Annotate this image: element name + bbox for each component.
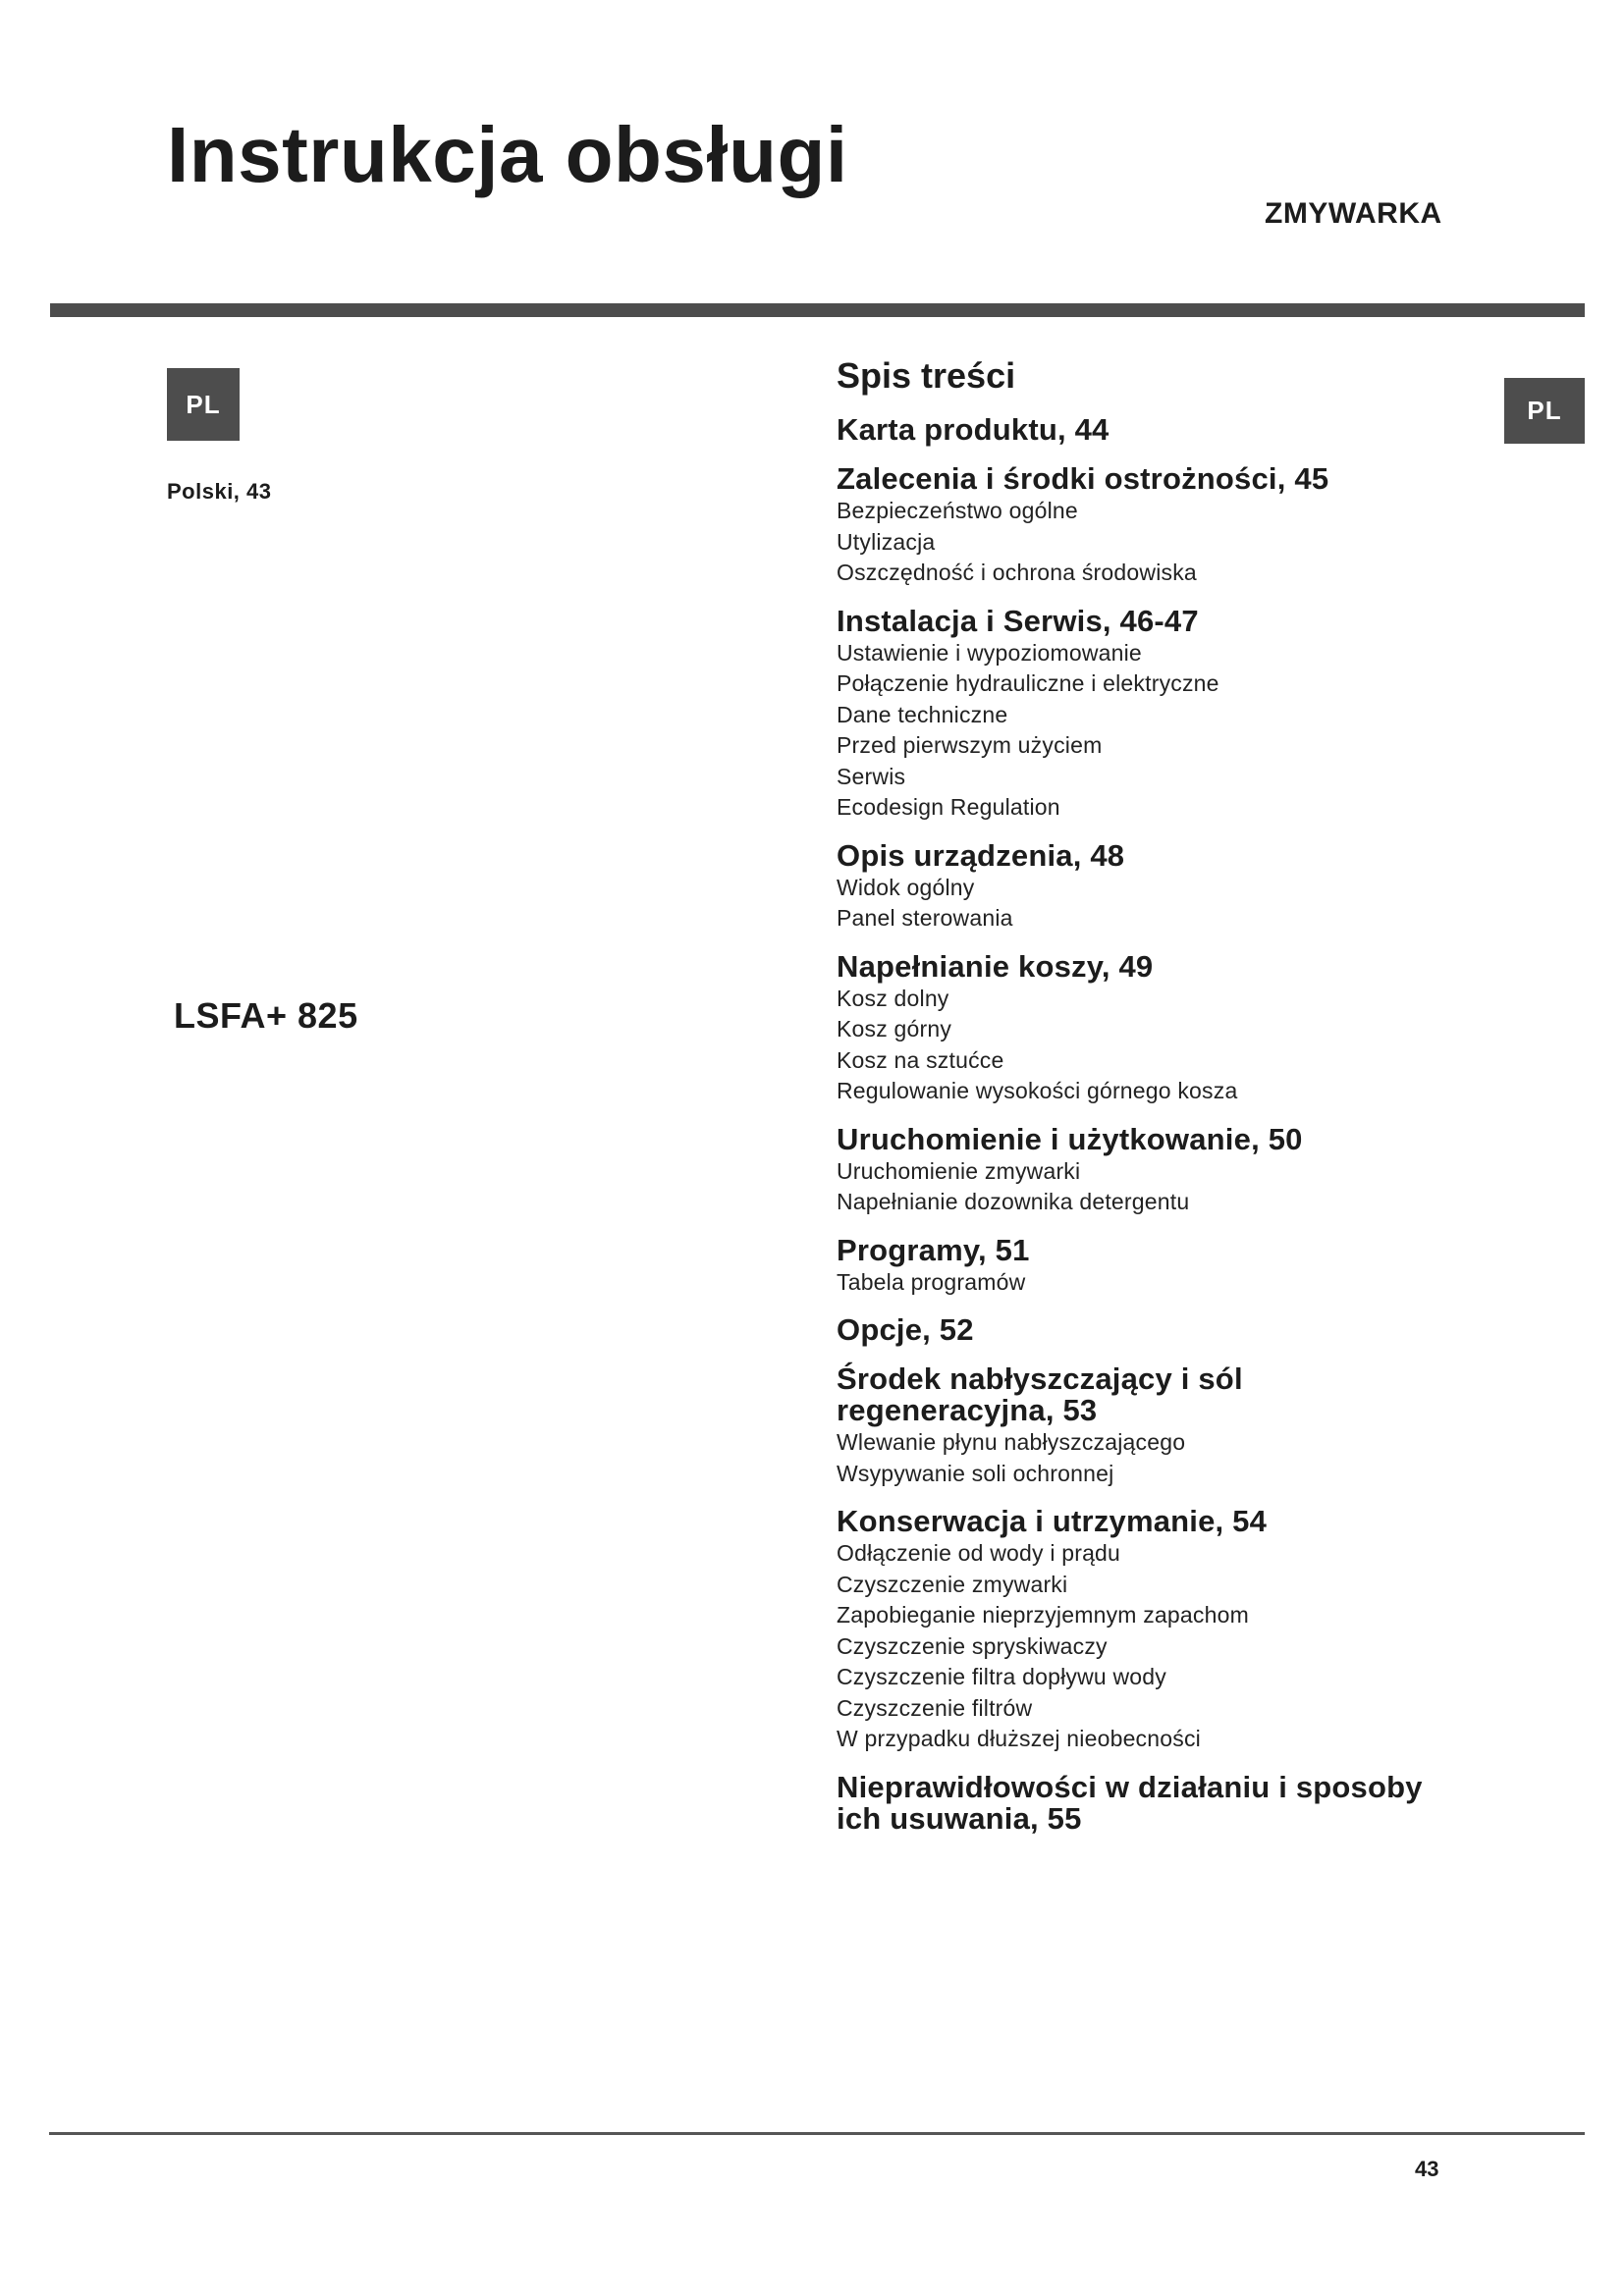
toc-section [837, 1363, 1524, 1489]
toc-subitem[interactable]: Oszczędność i ochrona środowiska [837, 560, 1197, 585]
toc-section-heading[interactable]: Zalecenia i środki ostrożności, 45 [837, 461, 1329, 496]
toc-subitem[interactable]: Kosz górny [837, 1016, 952, 1041]
language-badge-right: PL [1504, 378, 1585, 444]
toc-subitem[interactable]: Napełnianie dozownika detergentu [837, 1189, 1190, 1214]
toc-subitem-list [837, 1267, 1524, 1299]
toc-subitem-list [837, 496, 1524, 589]
toc-section-heading[interactable]: Programy, 51 [837, 1232, 1030, 1267]
toc-section [837, 1314, 1524, 1347]
toc-subitem-list [837, 1427, 1524, 1489]
language-badge-left: PL [167, 368, 240, 441]
toc-subitem[interactable]: Kosz na sztućce [837, 1046, 1004, 1073]
toc-subitem[interactable]: Ustawienie i wypoziomowanie [837, 639, 1142, 666]
toc-subitem-list [837, 638, 1524, 824]
footer-divider [49, 2132, 1585, 2135]
toc-subitem[interactable]: Serwis [837, 763, 906, 789]
page-number: 43 [1415, 2157, 1439, 2181]
toc-subitem-list [837, 984, 1524, 1107]
toc-subitem[interactable]: Ecodesign Regulation [837, 794, 1060, 820]
toc-subitem[interactable]: Panel sterowania [837, 905, 1013, 931]
toc-section-heading[interactable]: Karta produktu, 44 [837, 412, 1110, 447]
toc-section [837, 1121, 1524, 1218]
toc-section [837, 1769, 1524, 1836]
language-index: Polski, 43 [167, 479, 272, 504]
toc-section-heading[interactable]: Konserwacja i utrzymanie, 54 [837, 1504, 1268, 1538]
toc-subitem[interactable]: Uruchomienie zmywarki [837, 1157, 1081, 1184]
model-name: LSFA+ 825 [174, 995, 358, 1036]
toc-section [837, 414, 1524, 447]
toc-subitem[interactable]: Widok ogólny [837, 874, 975, 900]
toc-subitem[interactable]: Dane techniczne [837, 701, 1008, 727]
manual-title: Instrukcja obsługi [167, 111, 848, 198]
toc-subitem[interactable]: Kosz dolny [837, 985, 949, 1011]
toc-subitem[interactable]: Bezpieczeństwo ogólne [837, 498, 1078, 523]
toc-sections [837, 414, 1524, 1836]
toc-title: Spis treści [837, 355, 1016, 396]
toc-subitem[interactable]: Czyszczenie zmywarki [837, 1571, 1068, 1597]
toc-section [837, 948, 1524, 1107]
toc-subitem[interactable]: Regulowanie wysokości górnego kosza [837, 1078, 1238, 1103]
toc-subitem[interactable]: Zapobieganie nieprzyjemnym zapachom [837, 1602, 1249, 1628]
toc-subitem[interactable]: Tabela programów [837, 1268, 1026, 1295]
header-divider [50, 303, 1585, 317]
toc-subitem[interactable]: Czyszczenie filtra dopływu wody [837, 1664, 1166, 1689]
toc-section-heading[interactable]: Nieprawidłowości w działaniu i sposoby ich usuwania, 55 [837, 1769, 1423, 1836]
toc-section-heading[interactable]: Środek nabłyszczający i sól regeneracyjna, 53 [837, 1362, 1243, 1427]
toc-subitem[interactable]: Utylizacja [837, 528, 936, 555]
toc-section-heading[interactable]: Opcje, 52 [837, 1312, 974, 1347]
toc-section [837, 1232, 1524, 1299]
toc-section-heading[interactable]: Napełnianie koszy, 49 [837, 948, 1154, 984]
toc-section-heading[interactable]: Uruchomienie i użytkowanie, 50 [837, 1121, 1303, 1156]
toc-section-heading[interactable]: Opis urządzenia, 48 [837, 837, 1125, 873]
toc-subitem[interactable]: Czyszczenie filtrów [837, 1694, 1033, 1721]
toc-subitem[interactable]: Odłączenie od wody i prądu [837, 1540, 1121, 1566]
toc-section [837, 1506, 1524, 1755]
toc-subitem[interactable]: Przed pierwszym użyciem [837, 732, 1103, 758]
product-category: ZMYWARKA [1265, 197, 1442, 230]
toc-subitem-list [837, 1538, 1524, 1755]
toc-subitem[interactable]: Wlewanie płynu nabłyszczającego [837, 1429, 1186, 1455]
toc-subitem[interactable]: Czyszczenie spryskiwaczy [837, 1632, 1108, 1659]
table-of-contents [837, 355, 1524, 1852]
toc-subitem[interactable]: Wsypywanie soli ochronnej [837, 1460, 1114, 1486]
toc-section-heading[interactable]: Instalacja i Serwis, 46-47 [837, 603, 1199, 638]
toc-subitem[interactable]: W przypadku dłuższej nieobecności [837, 1726, 1201, 1751]
toc-section [837, 463, 1524, 589]
toc-subitem[interactable]: Połączenie hydrauliczne i elektryczne [837, 670, 1219, 696]
toc-section [837, 837, 1524, 934]
toc-section [837, 603, 1524, 824]
toc-subitem-list [837, 873, 1524, 934]
toc-subitem-list [837, 1156, 1524, 1218]
